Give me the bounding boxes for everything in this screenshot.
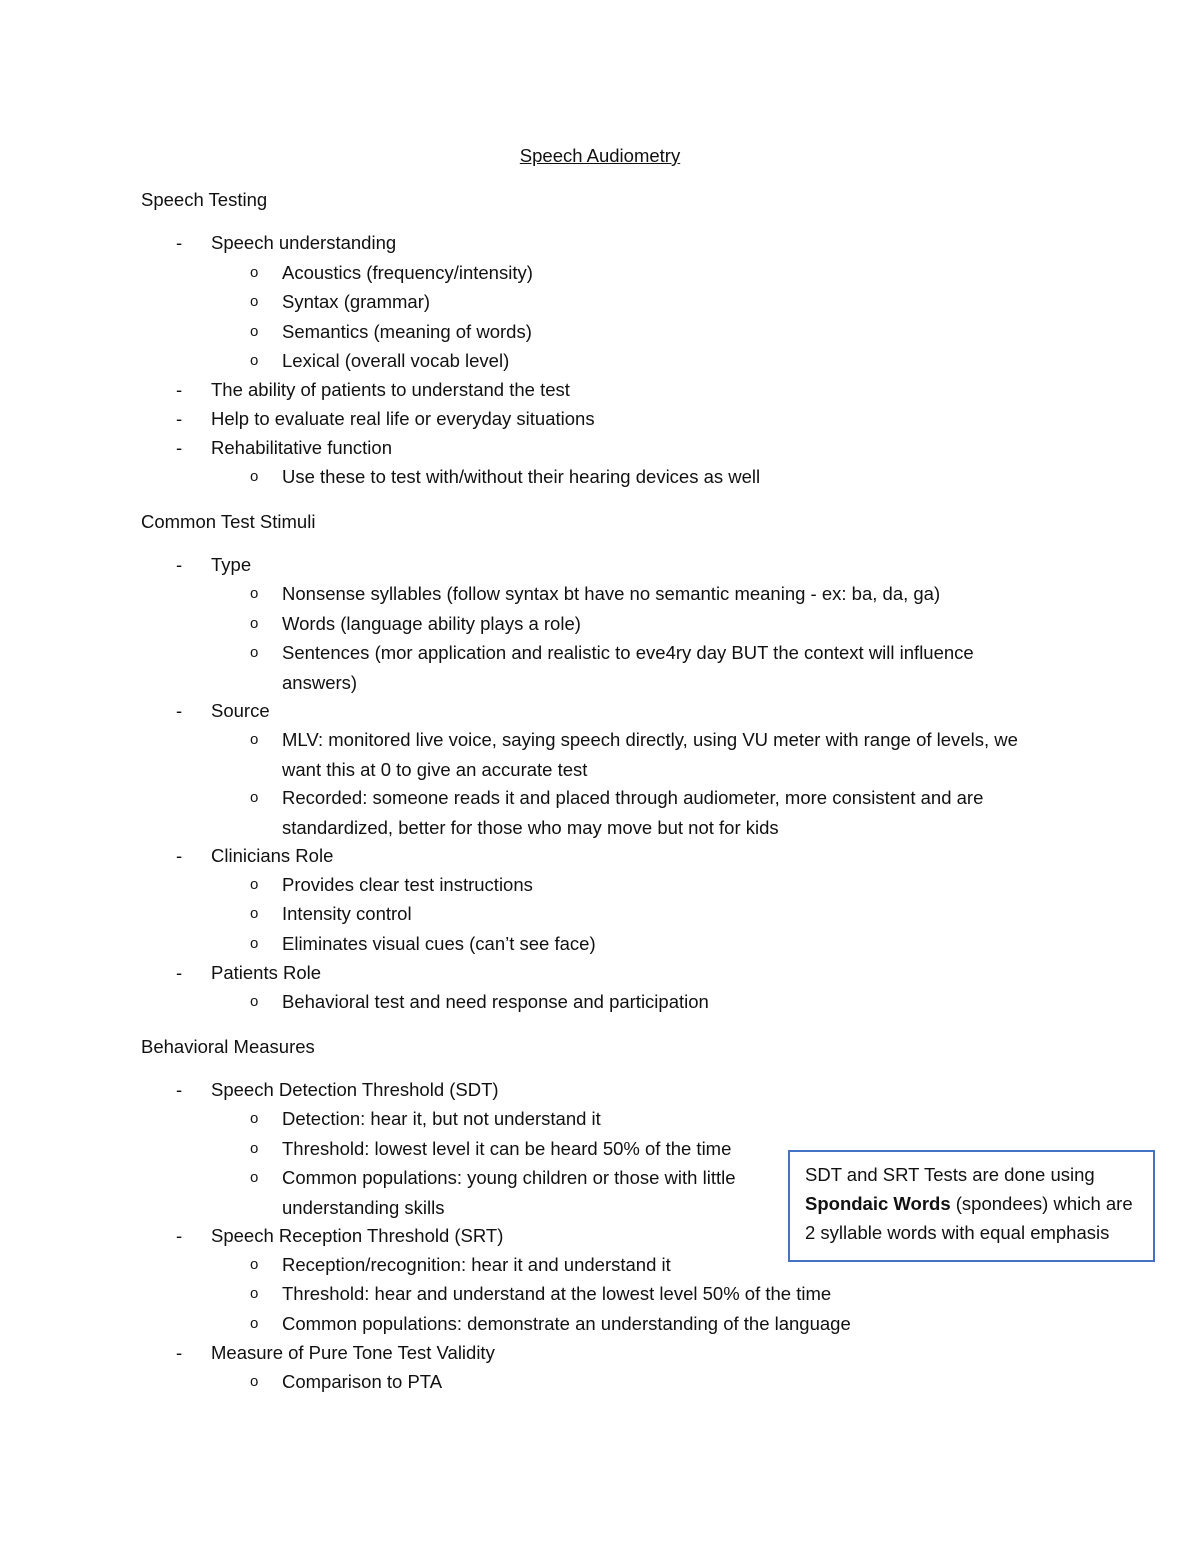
circle-bullet-icon: o	[250, 1256, 259, 1273]
sub-list-item: o Reception/recognition: hear it and understand it	[250, 1250, 1040, 1280]
sub-list-item: o Acoustics (frequency/intensity)	[250, 258, 1040, 288]
circle-bullet-icon: o	[250, 789, 259, 806]
section-heading-speech-testing: Speech Testing	[141, 189, 268, 210]
dash-bullet-icon: -	[176, 700, 183, 721]
circle-bullet-icon: o	[250, 1169, 259, 1186]
circle-bullet-icon: o	[250, 876, 259, 893]
sub-list-item: o Provides clear test instructions	[250, 870, 1040, 900]
dash-bullet-icon: -	[176, 379, 183, 400]
sub-list-item: o Recorded: someone reads it and placed through audiometer, more consistent and are standardized, better for those who may move but not for kids	[250, 783, 1040, 842]
circle-bullet-icon: o	[250, 1140, 259, 1157]
dash-bullet-icon: -	[176, 1079, 183, 1100]
sub-list-item: o Intensity control	[250, 899, 1040, 929]
dash-bullet-icon: -	[176, 232, 183, 253]
sub-list-item: o Behavioral test and need response and participation	[250, 987, 1040, 1017]
sub-list-item: o MLV: monitored live voice, saying speech directly, using VU meter with range of levels, we want this at 0 to give an accurate test	[250, 725, 1040, 784]
circle-bullet-icon: o	[250, 352, 259, 369]
document-page: Speech Audiometry Speech Testing - Speech understanding o Acoustics (frequency/intensity) o Syntax (grammar) o Semantics (meaning of words) o Lexical (overall vocab level) - The ability of patients to understand the test - Help to evaluate real life or everyday situations - Rehabilitative function o Use these to test with/without their hearing devices as well Common Test Stimuli - Type o Nonsense syllables (follow syntax bt have no semantic meaning - ex: ba, da, ga) o Words (language ability plays a role) o Sentences (mor application and realistic to eve4ry day BUT the context will influence answers) - Source o MLV: monitored live voice, saying speech directly, using VU meter with range of levels, we want this at 0 to give an accurate test o Recorded: someone reads it and placed through audiometer, more consistent and are standardized, better for those who may move but not for kids - Clinicians Role o Provides clear test instructions o Intensity control o Eliminates visual cues (can’t see face) - Patients Role o Behavioral test and need response and participation Behavioral Measures - Speech Detection Threshold (SDT) o Detection: hear it, but not understand it o Threshold: lowest level it can be heard 50% of the time o Common populations: young children or those with little understanding skills - Speech Reception Threshold (SRT) o Reception/recognition: hear it and understand it o Threshold: hear and understand at the lowest level 50% of the time o Common populations: demonstrate an understanding of the language - Measure of Pure Tone Test Validity o Comparison to PTA SDT and SRT Tests are done using Spondaic Words (spondees) which are 2 syllable words with equal emphasis	[0, 0, 1200, 1553]
circle-bullet-icon: o	[250, 585, 259, 602]
circle-bullet-icon: o	[250, 323, 259, 340]
sub-list-item: o Words (language ability plays a role)	[250, 609, 1040, 639]
sub-list-item: o Common populations: demonstrate an understanding of the language	[250, 1309, 1040, 1339]
callout-line1: SDT and SRT Tests are done using	[805, 1164, 1095, 1185]
dash-bullet-icon: -	[176, 437, 183, 458]
dash-bullet-icon: -	[176, 1342, 183, 1363]
sub-list-item: o Sentences (mor application and realistic to eve4ry day BUT the context will influence answers)	[250, 638, 1040, 697]
circle-bullet-icon: o	[250, 293, 259, 310]
callout-box	[788, 1150, 1155, 1262]
sub-list-item: o Use these to test with/without their hearing devices as well	[250, 462, 1040, 492]
dash-bullet-icon: -	[176, 554, 183, 575]
dash-bullet-icon: -	[176, 408, 183, 429]
circle-bullet-icon: o	[250, 935, 259, 952]
sub-list-item: o Detection: hear it, but not understand it	[250, 1104, 770, 1134]
circle-bullet-icon: o	[250, 1285, 259, 1302]
sub-list-item: o Comparison to PTA	[250, 1367, 1040, 1397]
circle-bullet-icon: o	[250, 468, 259, 485]
section-heading-behavioral-measures: Behavioral Measures	[141, 1036, 315, 1057]
sub-list-item: o Nonsense syllables (follow syntax bt have no semantic meaning - ex: ba, da, ga)	[250, 579, 1040, 609]
callout-bold-term: Spondaic Words	[805, 1193, 951, 1214]
circle-bullet-icon: o	[250, 993, 259, 1010]
sub-list-item: o Lexical (overall vocab level)	[250, 346, 1040, 376]
dash-bullet-icon: -	[176, 962, 183, 983]
circle-bullet-icon: o	[250, 1110, 259, 1127]
sub-list-item: o Common populations: young children or those with little understanding skills	[250, 1163, 740, 1222]
dash-bullet-icon: -	[176, 1225, 183, 1246]
circle-bullet-icon: o	[250, 905, 259, 922]
circle-bullet-icon: o	[250, 644, 259, 661]
circle-bullet-icon: o	[250, 731, 259, 748]
dash-bullet-icon: -	[176, 845, 183, 866]
sub-list-item: o Semantics (meaning of words)	[250, 317, 1040, 347]
sub-list-item: o Threshold: lowest level it can be heard 50% of the time	[250, 1134, 770, 1164]
circle-bullet-icon: o	[250, 264, 259, 281]
callout-rest: (spondees) which are 2 syllable words with equal emphasis	[805, 1193, 1133, 1243]
circle-bullet-icon: o	[250, 1315, 259, 1332]
sub-list-item: o Threshold: hear and understand at the lowest level 50% of the time	[250, 1279, 1040, 1309]
circle-bullet-icon: o	[250, 1373, 259, 1390]
sub-list-item: o Eliminates visual cues (can’t see face)	[250, 929, 1040, 959]
section-heading-common-test-stimuli: Common Test Stimuli	[141, 511, 316, 532]
sub-list-item: o Syntax (grammar)	[250, 287, 1040, 317]
circle-bullet-icon: o	[250, 615, 259, 632]
page-title: Speech Audiometry	[519, 145, 681, 166]
